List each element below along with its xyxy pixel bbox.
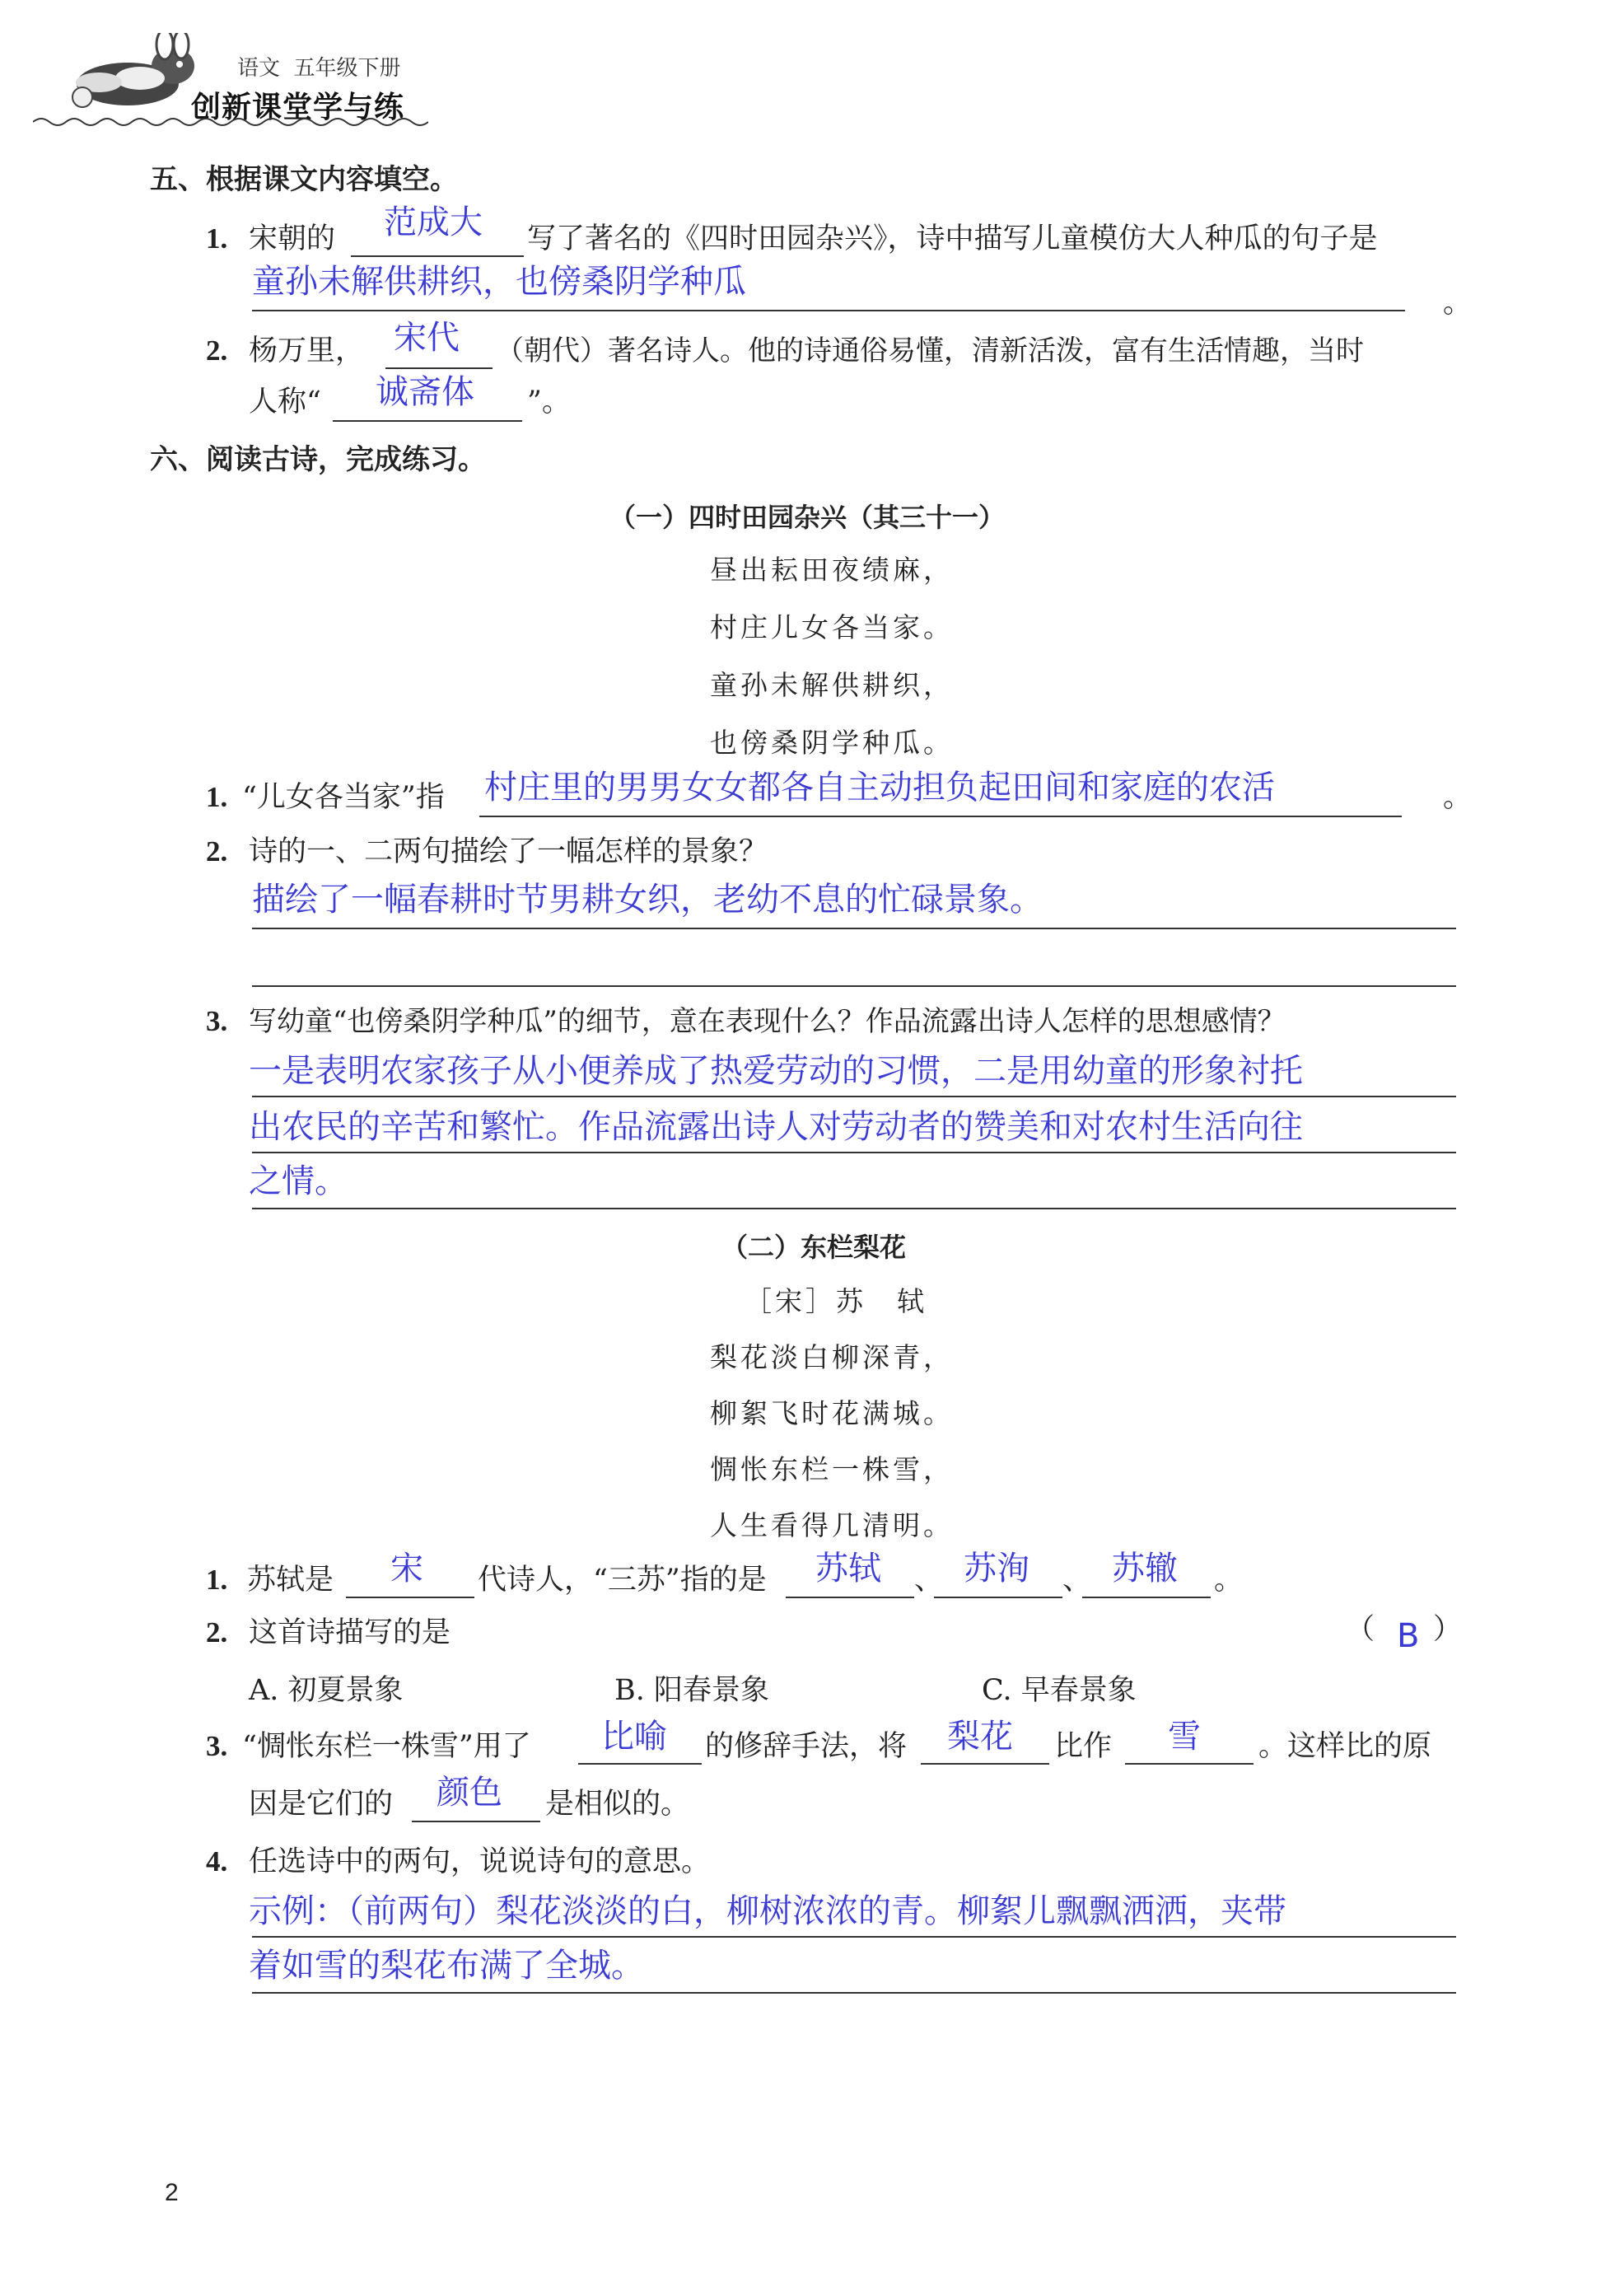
p1q1-end: 。 bbox=[1443, 781, 1473, 814]
p2q1-sep-1: 、 bbox=[914, 1564, 944, 1597]
p1q1-answer: 村庄里的男男女女都各自主动担负起田间和家庭的农活 bbox=[484, 769, 1275, 807]
p2q1-prefix: 苏轼是 bbox=[247, 1564, 334, 1597]
p2q1-number: 1. bbox=[206, 1564, 228, 1596]
poem1-line-1: 昼出耘田夜绩麻， bbox=[710, 554, 954, 586]
p2q1-sep-2: 、 bbox=[1062, 1564, 1092, 1597]
p2q1-answer-4: 苏辙 bbox=[1112, 1550, 1178, 1588]
q2-middle: （朝代）著名诗人。他的诗通俗易懂，清新活泼，富有生活情趣，当时 bbox=[496, 334, 1364, 367]
p2q2-option-a: A. 初夏景象 bbox=[249, 1674, 404, 1707]
poem1-line-3: 童孙未解供耕织， bbox=[710, 669, 954, 701]
p1q2-text: 诗的一、二两句描绘了一幅怎样的景象？ bbox=[249, 835, 768, 868]
header-series: 创新课堂学与练 bbox=[191, 91, 405, 124]
rabbit-logo-icon bbox=[49, 33, 206, 124]
p1q3-answer-line-1: 一是表明农家孩子从小便养成了热爱劳动的习惯，二是用幼童的形象衬托 bbox=[249, 1052, 1303, 1090]
p1q1-text: “儿女各当家”指 bbox=[242, 781, 445, 814]
p2q4-answer-line-2: 着如雪的梨花布满了全城。 bbox=[249, 1947, 644, 1985]
p2q4-line-2[interactable] bbox=[252, 1992, 1456, 1994]
p2q3-middle-3: 。这样比的原 bbox=[1258, 1730, 1432, 1763]
q1-end: 。 bbox=[1443, 287, 1473, 320]
p1q2-number: 2. bbox=[206, 835, 228, 867]
q1-prefix: 宋朝的 bbox=[249, 222, 336, 255]
q2-answer-2: 诚斋体 bbox=[376, 373, 474, 411]
q2-number: 2. bbox=[206, 334, 228, 367]
section-6-title: 六、阅读古诗，完成练习。 bbox=[150, 443, 486, 476]
p1q3-line-3[interactable] bbox=[252, 1208, 1456, 1209]
p2q3-answer-1: 比喻 bbox=[601, 1718, 667, 1756]
q1-blank-2[interactable] bbox=[252, 310, 1405, 311]
p2q4-text: 任选诗中的两句，说说诗句的意思。 bbox=[249, 1845, 711, 1878]
p2q2-number: 2. bbox=[206, 1616, 228, 1648]
q2-prefix: 杨万里， bbox=[249, 334, 365, 367]
p2q1-answer-1: 宋 bbox=[390, 1550, 423, 1588]
p1q3-answer-line-3: 之情。 bbox=[249, 1162, 348, 1200]
p2q1-answer-3: 苏洵 bbox=[964, 1550, 1029, 1588]
p1q1-blank[interactable] bbox=[479, 816, 1402, 817]
poem2-title: （二）东栏梨花 bbox=[721, 1232, 907, 1263]
header-logo bbox=[49, 33, 206, 124]
q1-number: 1. bbox=[206, 222, 228, 255]
p2q2-text: 这首诗描写的是 bbox=[249, 1616, 451, 1649]
p2q2-paren-close: ） bbox=[1433, 1613, 1463, 1646]
p2q1-middle: 代诗人，“三苏”指的是 bbox=[478, 1564, 767, 1597]
q1-answer-1: 范成大 bbox=[384, 203, 483, 241]
p1q3-line-1[interactable] bbox=[252, 1096, 1456, 1097]
p1q3-text: 写幼童“也傍桑阴学种瓜”的细节，意在表现什么？作品流露出诗人怎样的思想感情？ bbox=[249, 1005, 1286, 1038]
poem1-line-2: 村庄儿女各当家。 bbox=[710, 611, 954, 643]
p2q2-answer[interactable]: B bbox=[1397, 1617, 1420, 1655]
p2q2-option-c: C. 早春景象 bbox=[982, 1674, 1137, 1707]
header-subject: 语文 五年级下册 bbox=[237, 56, 401, 81]
p2q3-end: 是相似的。 bbox=[545, 1788, 690, 1821]
q1-answer-2: 童孙未解供耕织，也傍桑阴学种瓜 bbox=[252, 263, 746, 301]
q2-end: ”。 bbox=[527, 386, 571, 419]
poem1-title: （一）四时田园杂兴（其三十一） bbox=[609, 502, 1006, 533]
p2q3-prefix-2: 因是它们的 bbox=[249, 1788, 394, 1821]
p1q3-answer-line-2: 出农民的辛苦和繁忙。作品流露出诗人对劳动者的赞美和对农村生活向往 bbox=[249, 1108, 1303, 1146]
p2q1-end: 。 bbox=[1214, 1564, 1244, 1597]
p2q3-answer-3: 雪 bbox=[1168, 1718, 1201, 1756]
poem2-line-2: 柳絮飞时花满城。 bbox=[710, 1397, 954, 1429]
p2q3-prefix: “惆怅东栏一株雪”用了 bbox=[242, 1730, 531, 1763]
p1q3-number: 3. bbox=[206, 1005, 228, 1037]
p2q2-option-b: B. 阳春景象 bbox=[614, 1674, 769, 1707]
poem2-line-3: 惆怅东栏一株雪， bbox=[710, 1453, 954, 1485]
p2q3-number: 3. bbox=[206, 1730, 228, 1762]
poem2-author: ［宋］苏 轼 bbox=[745, 1285, 927, 1317]
p1q1-number: 1. bbox=[206, 781, 228, 813]
header-wave-divider bbox=[33, 115, 428, 129]
p2q3-answer-4: 颜色 bbox=[437, 1774, 502, 1812]
p1q2-answer: 描绘了一幅春耕时节男耕女织，老幼不息的忙碌景象。 bbox=[252, 881, 1043, 919]
q1-middle: 写了著名的《四时田园杂兴》，诗中描写儿童模仿大人种瓜的句子是 bbox=[527, 222, 1378, 255]
p1q2-line-1[interactable] bbox=[252, 928, 1456, 929]
p2q3-answer-2: 梨花 bbox=[947, 1718, 1013, 1756]
p2q1-answer-2: 苏轼 bbox=[815, 1550, 881, 1588]
p1q2-line-2[interactable] bbox=[252, 985, 1456, 987]
p2q2-paren-open: （ bbox=[1346, 1613, 1375, 1646]
section-5-title: 五、根据课文内容填空。 bbox=[150, 163, 458, 196]
poem1-line-4: 也傍桑阴学种瓜。 bbox=[710, 727, 954, 759]
poem2-line-1: 梨花淡白柳深青， bbox=[710, 1341, 954, 1373]
p1q3-line-2[interactable] bbox=[252, 1152, 1456, 1153]
poem2-line-4: 人生看得几清明。 bbox=[710, 1509, 954, 1541]
p2q3-middle-1: 的修辞手法，将 bbox=[705, 1730, 908, 1763]
p2q3-middle-2: 比作 bbox=[1054, 1730, 1113, 1763]
page-number: 2 bbox=[165, 2179, 179, 2206]
q2-answer-1: 宋代 bbox=[394, 319, 460, 357]
q2-prefix-2: 人称“ bbox=[249, 386, 321, 419]
p2q4-answer-line-1: 示例：（前两句）梨花淡淡的白，柳树浓浓的青。柳絮儿飘飘洒洒，夹带 bbox=[249, 1892, 1286, 1930]
p2q4-number: 4. bbox=[206, 1845, 228, 1877]
p2q4-line-1[interactable] bbox=[252, 1936, 1456, 1938]
